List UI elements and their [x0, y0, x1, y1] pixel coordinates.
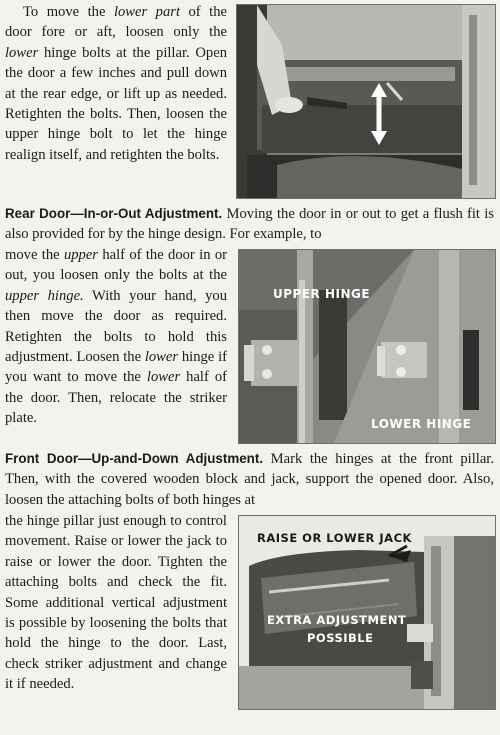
section2-lead: Moving the door in or out to get a flush fit is also provided for by the hinge design. For example, to: [5, 206, 494, 243]
section1-paragraph: [5, 2, 227, 165]
photo-hinges: [238, 249, 496, 444]
jack-illustration: [239, 516, 495, 709]
s1-text-c: hinge bolts at the pillar. Open the door a few inches and pull down at the rear edge, or lift up as needed. Retighten the bolts. Then, loosen the upper hinge bolt to let the hinge realign itself, and retighten the bolts.: [5, 44, 227, 163]
s2-text-c: With your hand, you then move the door as required. Retighten the bolts to hold this adjustment. Loosen the: [5, 287, 227, 366]
s2-em-lower-1: lower: [144, 349, 179, 366]
door-interior-illustration: [237, 5, 495, 198]
s2-text-a: move the: [5, 247, 64, 263]
section3-body: the hinge pillar just enough to control movement. Raise or lower the jack to raise or lower the door. Tighten the attaching bolts and check the fit. Some additional vertical adjustment is possible by loosening the bolts that hold the hinge to the door. Last, check striker adjustment and change it if needed.: [5, 513, 227, 693]
caption-extra-adjustment: EXTRA ADJUSTMENT: [267, 613, 407, 627]
s1-em-lower: lower: [5, 44, 39, 61]
caption-lower-hinge: LOWER HINGE: [371, 417, 472, 431]
caption-raise-lower-jack: RAISE OR LOWER JACK: [257, 531, 412, 545]
section3-intro: [5, 449, 494, 510]
s2-em-upper-hinge: upper hinge.: [5, 287, 84, 304]
s1-em-lower-part: lower part: [113, 4, 181, 20]
photo-door-interior: [236, 4, 496, 199]
s2-text-e: half of the door. Then, relocate the striker plate.: [5, 369, 227, 427]
section2-body: [5, 245, 227, 429]
s2-em-lower-2: lower: [146, 369, 181, 386]
s2-text-b: half of the door in or out, you loosen only the bolts at the: [5, 247, 227, 284]
hinges-illustration: [239, 250, 495, 443]
s2-em-upper: upper: [63, 247, 98, 263]
photo-jack: [238, 515, 496, 710]
section2-intro: [5, 204, 494, 245]
caption-possible: POSSIBLE: [307, 631, 374, 645]
section3-lead: Mark the hinges at the front pillar. Then, with the covered wooden block and jack, support the opened door. Also, loosen the attaching bolts of both hinges at: [5, 451, 495, 508]
s1-text-b: of the door fore or aft, loosen only the: [5, 4, 227, 41]
s1-text-a: To move the: [23, 4, 114, 20]
s2-text-d: hinge if you want to move the: [5, 349, 227, 386]
section2-heading: Rear Door—In-or-Out Adjustment.: [5, 206, 223, 221]
caption-upper-hinge: UPPER HINGE: [273, 287, 371, 301]
section3-heading: Front Door—Up-and-Down Adjustment.: [5, 451, 264, 466]
